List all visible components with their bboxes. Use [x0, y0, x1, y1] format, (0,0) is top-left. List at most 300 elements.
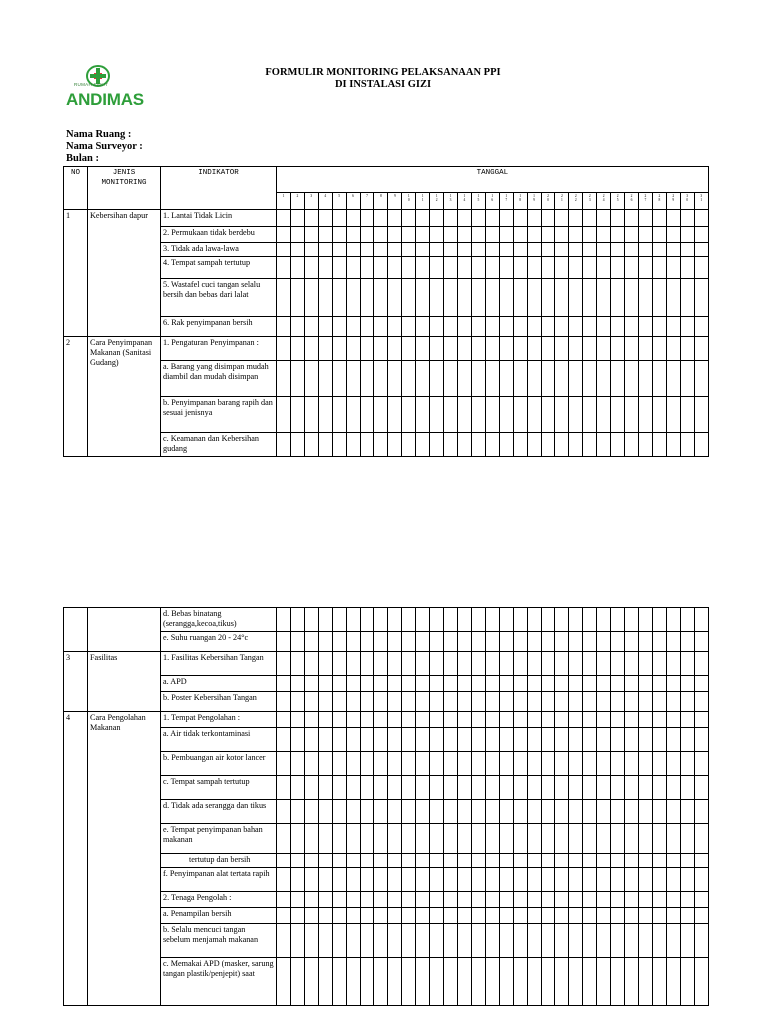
- check-cell[interactable]: [457, 958, 471, 1006]
- check-cell[interactable]: [499, 824, 513, 854]
- check-cell[interactable]: [666, 958, 680, 1006]
- check-cell[interactable]: [360, 243, 374, 257]
- check-cell[interactable]: [611, 924, 625, 958]
- check-cell[interactable]: [346, 337, 360, 361]
- check-cell[interactable]: [611, 776, 625, 800]
- check-cell[interactable]: [374, 257, 388, 279]
- check-cell[interactable]: [541, 632, 555, 652]
- check-cell[interactable]: [290, 257, 304, 279]
- check-cell[interactable]: [666, 632, 680, 652]
- check-cell[interactable]: [611, 824, 625, 854]
- check-cell[interactable]: [541, 397, 555, 433]
- check-cell[interactable]: [638, 210, 652, 227]
- check-cell[interactable]: [513, 632, 527, 652]
- check-cell[interactable]: [416, 433, 430, 457]
- check-cell[interactable]: [277, 279, 291, 317]
- check-cell[interactable]: [694, 433, 708, 457]
- check-cell[interactable]: [652, 854, 666, 868]
- check-cell[interactable]: [374, 824, 388, 854]
- check-cell[interactable]: [360, 652, 374, 676]
- check-cell[interactable]: [666, 210, 680, 227]
- check-cell[interactable]: [569, 632, 583, 652]
- check-cell[interactable]: [597, 210, 611, 227]
- check-cell[interactable]: [416, 776, 430, 800]
- check-cell[interactable]: [430, 854, 444, 868]
- check-cell[interactable]: [346, 433, 360, 457]
- check-cell[interactable]: [499, 433, 513, 457]
- check-cell[interactable]: [444, 279, 458, 317]
- check-cell[interactable]: [583, 433, 597, 457]
- check-cell[interactable]: [416, 210, 430, 227]
- check-cell[interactable]: [277, 257, 291, 279]
- check-cell[interactable]: [513, 692, 527, 712]
- check-cell[interactable]: [583, 712, 597, 728]
- check-cell[interactable]: [694, 958, 708, 1006]
- check-cell[interactable]: [304, 728, 318, 752]
- check-cell[interactable]: [471, 361, 485, 397]
- check-cell[interactable]: [430, 800, 444, 824]
- check-cell[interactable]: [513, 361, 527, 397]
- check-cell[interactable]: [457, 361, 471, 397]
- check-cell[interactable]: [485, 854, 499, 868]
- check-cell[interactable]: [457, 433, 471, 457]
- check-cell[interactable]: [290, 958, 304, 1006]
- check-cell[interactable]: [346, 712, 360, 728]
- check-cell[interactable]: [430, 728, 444, 752]
- check-cell[interactable]: [457, 908, 471, 924]
- check-cell[interactable]: [555, 924, 569, 958]
- check-cell[interactable]: [611, 279, 625, 317]
- check-cell[interactable]: [388, 854, 402, 868]
- check-cell[interactable]: [457, 728, 471, 752]
- check-cell[interactable]: [471, 337, 485, 361]
- check-cell[interactable]: [527, 632, 541, 652]
- check-cell[interactable]: [471, 279, 485, 317]
- check-cell[interactable]: [304, 868, 318, 892]
- check-cell[interactable]: [277, 210, 291, 227]
- check-cell[interactable]: [332, 800, 346, 824]
- check-cell[interactable]: [611, 854, 625, 868]
- check-cell[interactable]: [499, 776, 513, 800]
- check-cell[interactable]: [346, 676, 360, 692]
- check-cell[interactable]: [527, 800, 541, 824]
- check-cell[interactable]: [416, 868, 430, 892]
- check-cell[interactable]: [569, 854, 583, 868]
- check-cell[interactable]: [471, 892, 485, 908]
- check-cell[interactable]: [513, 752, 527, 776]
- check-cell[interactable]: [471, 433, 485, 457]
- check-cell[interactable]: [388, 337, 402, 361]
- check-cell[interactable]: [402, 752, 416, 776]
- check-cell[interactable]: [457, 317, 471, 337]
- check-cell[interactable]: [513, 652, 527, 676]
- check-cell[interactable]: [666, 868, 680, 892]
- check-cell[interactable]: [416, 824, 430, 854]
- check-cell[interactable]: [485, 958, 499, 1006]
- check-cell[interactable]: [583, 692, 597, 712]
- check-cell[interactable]: [360, 210, 374, 227]
- check-cell[interactable]: [541, 676, 555, 692]
- check-cell[interactable]: [402, 958, 416, 1006]
- check-cell[interactable]: [499, 958, 513, 1006]
- check-cell[interactable]: [471, 854, 485, 868]
- check-cell[interactable]: [430, 279, 444, 317]
- check-cell[interactable]: [290, 752, 304, 776]
- check-cell[interactable]: [471, 210, 485, 227]
- check-cell[interactable]: [471, 257, 485, 279]
- check-cell[interactable]: [652, 712, 666, 728]
- check-cell[interactable]: [611, 608, 625, 632]
- check-cell[interactable]: [346, 854, 360, 868]
- check-cell[interactable]: [402, 824, 416, 854]
- check-cell[interactable]: [513, 800, 527, 824]
- check-cell[interactable]: [569, 728, 583, 752]
- check-cell[interactable]: [694, 279, 708, 317]
- check-cell[interactable]: [360, 892, 374, 908]
- check-cell[interactable]: [457, 243, 471, 257]
- check-cell[interactable]: [652, 279, 666, 317]
- check-cell[interactable]: [625, 692, 639, 712]
- check-cell[interactable]: [597, 924, 611, 958]
- check-cell[interactable]: [290, 728, 304, 752]
- check-cell[interactable]: [318, 800, 332, 824]
- check-cell[interactable]: [611, 433, 625, 457]
- check-cell[interactable]: [569, 337, 583, 361]
- check-cell[interactable]: [638, 728, 652, 752]
- check-cell[interactable]: [471, 397, 485, 433]
- check-cell[interactable]: [652, 397, 666, 433]
- check-cell[interactable]: [444, 908, 458, 924]
- check-cell[interactable]: [360, 824, 374, 854]
- check-cell[interactable]: [611, 317, 625, 337]
- check-cell[interactable]: [388, 243, 402, 257]
- check-cell[interactable]: [555, 958, 569, 1006]
- check-cell[interactable]: [555, 892, 569, 908]
- check-cell[interactable]: [457, 337, 471, 361]
- check-cell[interactable]: [346, 243, 360, 257]
- check-cell[interactable]: [444, 824, 458, 854]
- check-cell[interactable]: [416, 676, 430, 692]
- check-cell[interactable]: [388, 279, 402, 317]
- check-cell[interactable]: [597, 800, 611, 824]
- check-cell[interactable]: [360, 227, 374, 243]
- check-cell[interactable]: [318, 632, 332, 652]
- check-cell[interactable]: [444, 227, 458, 243]
- check-cell[interactable]: [290, 210, 304, 227]
- check-cell[interactable]: [346, 776, 360, 800]
- check-cell[interactable]: [304, 317, 318, 337]
- check-cell[interactable]: [652, 676, 666, 692]
- check-cell[interactable]: [304, 279, 318, 317]
- check-cell[interactable]: [290, 227, 304, 243]
- check-cell[interactable]: [694, 632, 708, 652]
- check-cell[interactable]: [290, 868, 304, 892]
- check-cell[interactable]: [625, 257, 639, 279]
- check-cell[interactable]: [513, 317, 527, 337]
- check-cell[interactable]: [332, 908, 346, 924]
- check-cell[interactable]: [625, 752, 639, 776]
- check-cell[interactable]: [527, 361, 541, 397]
- check-cell[interactable]: [638, 397, 652, 433]
- check-cell[interactable]: [666, 800, 680, 824]
- check-cell[interactable]: [583, 608, 597, 632]
- check-cell[interactable]: [346, 210, 360, 227]
- check-cell[interactable]: [485, 608, 499, 632]
- check-cell[interactable]: [638, 800, 652, 824]
- check-cell[interactable]: [638, 854, 652, 868]
- check-cell[interactable]: [513, 337, 527, 361]
- check-cell[interactable]: [499, 608, 513, 632]
- check-cell[interactable]: [374, 958, 388, 1006]
- check-cell[interactable]: [471, 958, 485, 1006]
- check-cell[interactable]: [430, 227, 444, 243]
- check-cell[interactable]: [625, 361, 639, 397]
- check-cell[interactable]: [680, 608, 694, 632]
- check-cell[interactable]: [304, 958, 318, 1006]
- check-cell[interactable]: [499, 652, 513, 676]
- check-cell[interactable]: [485, 227, 499, 243]
- check-cell[interactable]: [527, 279, 541, 317]
- check-cell[interactable]: [652, 243, 666, 257]
- check-cell[interactable]: [388, 868, 402, 892]
- check-cell[interactable]: [444, 337, 458, 361]
- check-cell[interactable]: [499, 892, 513, 908]
- check-cell[interactable]: [597, 317, 611, 337]
- check-cell[interactable]: [402, 608, 416, 632]
- check-cell[interactable]: [457, 210, 471, 227]
- check-cell[interactable]: [457, 854, 471, 868]
- check-cell[interactable]: [430, 692, 444, 712]
- check-cell[interactable]: [290, 397, 304, 433]
- check-cell[interactable]: [304, 227, 318, 243]
- check-cell[interactable]: [569, 608, 583, 632]
- check-cell[interactable]: [625, 243, 639, 257]
- check-cell[interactable]: [290, 712, 304, 728]
- check-cell[interactable]: [290, 317, 304, 337]
- check-cell[interactable]: [485, 676, 499, 692]
- check-cell[interactable]: [499, 908, 513, 924]
- check-cell[interactable]: [527, 243, 541, 257]
- check-cell[interactable]: [416, 397, 430, 433]
- check-cell[interactable]: [416, 227, 430, 243]
- check-cell[interactable]: [332, 227, 346, 243]
- check-cell[interactable]: [555, 824, 569, 854]
- check-cell[interactable]: [625, 337, 639, 361]
- check-cell[interactable]: [457, 692, 471, 712]
- check-cell[interactable]: [666, 317, 680, 337]
- check-cell[interactable]: [360, 958, 374, 1006]
- check-cell[interactable]: [346, 868, 360, 892]
- check-cell[interactable]: [374, 868, 388, 892]
- check-cell[interactable]: [625, 824, 639, 854]
- check-cell[interactable]: [304, 892, 318, 908]
- check-cell[interactable]: [569, 776, 583, 800]
- check-cell[interactable]: [513, 433, 527, 457]
- check-cell[interactable]: [374, 676, 388, 692]
- check-cell[interactable]: [583, 337, 597, 361]
- check-cell[interactable]: [541, 210, 555, 227]
- check-cell[interactable]: [318, 227, 332, 243]
- check-cell[interactable]: [457, 632, 471, 652]
- check-cell[interactable]: [485, 824, 499, 854]
- check-cell[interactable]: [485, 908, 499, 924]
- check-cell[interactable]: [416, 800, 430, 824]
- check-cell[interactable]: [527, 608, 541, 632]
- check-cell[interactable]: [457, 800, 471, 824]
- check-cell[interactable]: [652, 728, 666, 752]
- check-cell[interactable]: [694, 776, 708, 800]
- check-cell[interactable]: [666, 397, 680, 433]
- check-cell[interactable]: [332, 854, 346, 868]
- check-cell[interactable]: [444, 632, 458, 652]
- check-cell[interactable]: [513, 397, 527, 433]
- check-cell[interactable]: [583, 824, 597, 854]
- check-cell[interactable]: [666, 824, 680, 854]
- check-cell[interactable]: [277, 908, 291, 924]
- check-cell[interactable]: [277, 227, 291, 243]
- check-cell[interactable]: [444, 728, 458, 752]
- check-cell[interactable]: [457, 712, 471, 728]
- check-cell[interactable]: [555, 692, 569, 712]
- check-cell[interactable]: [304, 854, 318, 868]
- check-cell[interactable]: [583, 257, 597, 279]
- check-cell[interactable]: [555, 243, 569, 257]
- check-cell[interactable]: [374, 361, 388, 397]
- check-cell[interactable]: [694, 243, 708, 257]
- check-cell[interactable]: [555, 776, 569, 800]
- check-cell[interactable]: [652, 361, 666, 397]
- check-cell[interactable]: [485, 397, 499, 433]
- check-cell[interactable]: [332, 824, 346, 854]
- check-cell[interactable]: [402, 397, 416, 433]
- check-cell[interactable]: [527, 712, 541, 728]
- check-cell[interactable]: [416, 257, 430, 279]
- check-cell[interactable]: [680, 958, 694, 1006]
- check-cell[interactable]: [652, 210, 666, 227]
- check-cell[interactable]: [277, 892, 291, 908]
- check-cell[interactable]: [444, 397, 458, 433]
- check-cell[interactable]: [680, 712, 694, 728]
- check-cell[interactable]: [346, 924, 360, 958]
- check-cell[interactable]: [304, 924, 318, 958]
- check-cell[interactable]: [318, 752, 332, 776]
- check-cell[interactable]: [374, 210, 388, 227]
- check-cell[interactable]: [583, 652, 597, 676]
- check-cell[interactable]: [597, 279, 611, 317]
- check-cell[interactable]: [499, 257, 513, 279]
- check-cell[interactable]: [277, 776, 291, 800]
- check-cell[interactable]: [346, 608, 360, 632]
- check-cell[interactable]: [277, 397, 291, 433]
- check-cell[interactable]: [499, 243, 513, 257]
- check-cell[interactable]: [471, 924, 485, 958]
- check-cell[interactable]: [318, 337, 332, 361]
- check-cell[interactable]: [485, 752, 499, 776]
- check-cell[interactable]: [541, 824, 555, 854]
- check-cell[interactable]: [694, 676, 708, 692]
- check-cell[interactable]: [332, 243, 346, 257]
- check-cell[interactable]: [402, 243, 416, 257]
- check-cell[interactable]: [388, 433, 402, 457]
- check-cell[interactable]: [513, 776, 527, 800]
- check-cell[interactable]: [402, 361, 416, 397]
- check-cell[interactable]: [485, 337, 499, 361]
- check-cell[interactable]: [360, 397, 374, 433]
- check-cell[interactable]: [694, 397, 708, 433]
- check-cell[interactable]: [360, 776, 374, 800]
- check-cell[interactable]: [485, 279, 499, 317]
- check-cell[interactable]: [694, 317, 708, 337]
- check-cell[interactable]: [444, 692, 458, 712]
- check-cell[interactable]: [513, 210, 527, 227]
- check-cell[interactable]: [290, 692, 304, 712]
- check-cell[interactable]: [597, 752, 611, 776]
- check-cell[interactable]: [638, 892, 652, 908]
- check-cell[interactable]: [416, 608, 430, 632]
- check-cell[interactable]: [555, 279, 569, 317]
- check-cell[interactable]: [290, 279, 304, 317]
- check-cell[interactable]: [346, 824, 360, 854]
- check-cell[interactable]: [332, 257, 346, 279]
- check-cell[interactable]: [332, 632, 346, 652]
- check-cell[interactable]: [527, 854, 541, 868]
- check-cell[interactable]: [597, 854, 611, 868]
- check-cell[interactable]: [527, 676, 541, 692]
- check-cell[interactable]: [638, 868, 652, 892]
- check-cell[interactable]: [360, 868, 374, 892]
- check-cell[interactable]: [555, 433, 569, 457]
- check-cell[interactable]: [471, 728, 485, 752]
- check-cell[interactable]: [625, 397, 639, 433]
- check-cell[interactable]: [374, 243, 388, 257]
- check-cell[interactable]: [304, 243, 318, 257]
- check-cell[interactable]: [374, 632, 388, 652]
- check-cell[interactable]: [680, 632, 694, 652]
- check-cell[interactable]: [625, 210, 639, 227]
- check-cell[interactable]: [652, 958, 666, 1006]
- check-cell[interactable]: [638, 958, 652, 1006]
- check-cell[interactable]: [583, 868, 597, 892]
- check-cell[interactable]: [694, 868, 708, 892]
- check-cell[interactable]: [597, 712, 611, 728]
- check-cell[interactable]: [332, 958, 346, 1006]
- check-cell[interactable]: [513, 824, 527, 854]
- check-cell[interactable]: [527, 728, 541, 752]
- check-cell[interactable]: [625, 958, 639, 1006]
- check-cell[interactable]: [527, 337, 541, 361]
- check-cell[interactable]: [471, 243, 485, 257]
- check-cell[interactable]: [638, 433, 652, 457]
- check-cell[interactable]: [471, 227, 485, 243]
- check-cell[interactable]: [485, 632, 499, 652]
- check-cell[interactable]: [318, 824, 332, 854]
- check-cell[interactable]: [318, 257, 332, 279]
- check-cell[interactable]: [277, 317, 291, 337]
- check-cell[interactable]: [388, 958, 402, 1006]
- check-cell[interactable]: [569, 227, 583, 243]
- check-cell[interactable]: [444, 317, 458, 337]
- check-cell[interactable]: [527, 752, 541, 776]
- check-cell[interactable]: [360, 361, 374, 397]
- check-cell[interactable]: [569, 317, 583, 337]
- check-cell[interactable]: [444, 854, 458, 868]
- check-cell[interactable]: [652, 868, 666, 892]
- check-cell[interactable]: [318, 908, 332, 924]
- check-cell[interactable]: [277, 361, 291, 397]
- check-cell[interactable]: [360, 924, 374, 958]
- check-cell[interactable]: [277, 824, 291, 854]
- check-cell[interactable]: [277, 243, 291, 257]
